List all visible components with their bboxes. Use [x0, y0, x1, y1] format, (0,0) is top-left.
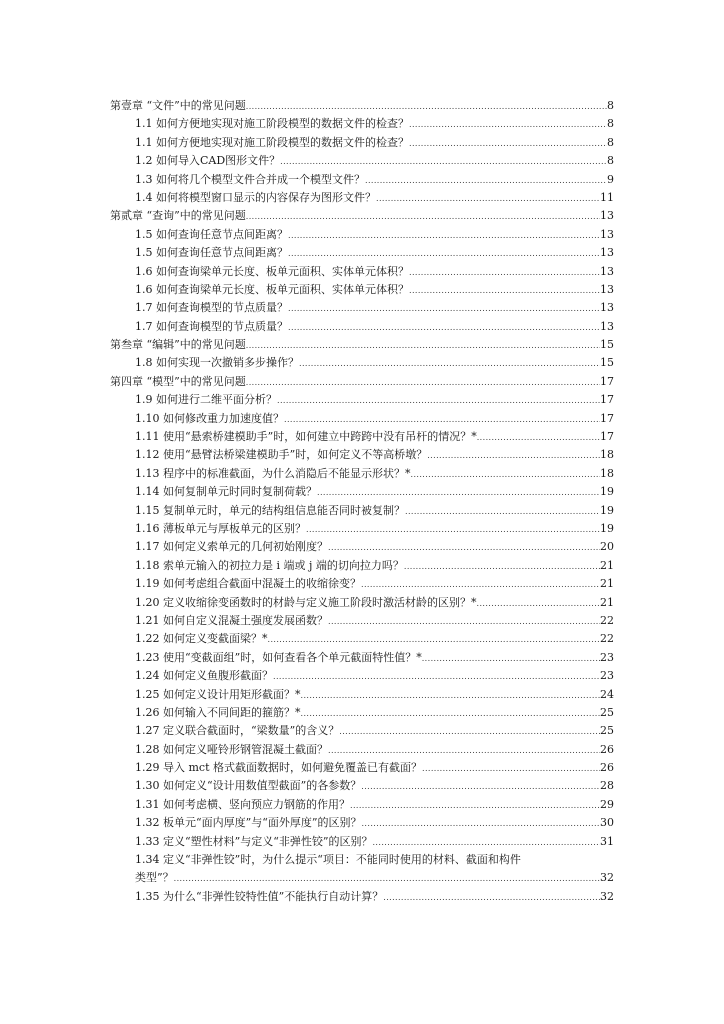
toc-entry[interactable]: [110, 667, 614, 685]
toc-page-number: 13: [600, 246, 614, 260]
toc-entry-title: 1.12 使用“悬臂法桥梁建模助手”时，如何定义不等高桥墩？: [135, 448, 428, 462]
toc-page-number: 8: [607, 154, 614, 168]
toc-page-number: 26: [600, 742, 614, 756]
toc-entry-title: 1.16 薄板单元与厚板单元的区别？: [135, 521, 306, 535]
toc-entry[interactable]: [110, 612, 614, 630]
toc-entry-title: 1.10 如何修改重力加速度值？: [135, 411, 284, 425]
toc-dot-leader: [246, 337, 600, 355]
toc-page-number: 17: [600, 374, 614, 388]
toc-page-number: 15: [600, 338, 614, 352]
toc-dot-leader: [372, 834, 600, 852]
toc-entry-title: 1.25 如何定义设计用矩形截面？*: [135, 687, 301, 701]
toc-dot-leader: [477, 595, 601, 613]
toc-page-number: 18: [600, 466, 614, 480]
toc-page-number: 29: [600, 797, 614, 811]
toc-entry-title: 1.17 如何定义索单元的几何初始刚度？: [135, 540, 328, 554]
toc-entry[interactable]: [110, 869, 614, 887]
toc-entry-title: 第叁章 “编辑”中的常见问题: [110, 338, 246, 352]
toc-entry[interactable]: [110, 759, 614, 777]
toc-entry-title: 1.6 如何查询梁单元长度、板单元面积、实体单元体积？: [135, 264, 409, 278]
toc-entry[interactable]: [110, 115, 614, 133]
toc-dot-leader: [301, 705, 601, 723]
toc-dot-leader: [405, 503, 600, 521]
toc-page-number: 24: [600, 687, 614, 701]
toc-page-number: 23: [600, 669, 614, 683]
toc-entry-title: 1.4 如何将模型窗口显示的内容保存为图形文件？: [135, 190, 376, 204]
toc-dot-leader: [277, 392, 600, 410]
toc-entry-title: 1.3 如何将几个模型文件合并成一个模型文件？: [135, 172, 365, 186]
toc-page-number: 19: [600, 503, 614, 517]
toc-entry-title: 1.7 如何查询模型的节点质量？: [135, 319, 288, 333]
toc-dot-leader: [306, 521, 600, 539]
toc-entry-title: 1.1 如何方便地实现对施工阶段模型的数据文件的检查？: [135, 135, 409, 149]
toc-entry-title: 1.23 使用“变截面组”时，如何查看各个单元截面特性值？*: [135, 650, 422, 664]
toc-entry[interactable]: [110, 391, 614, 409]
toc-dot-leader: [246, 374, 600, 392]
toc-chapter-entry[interactable]: [110, 97, 614, 115]
toc-entry-title: 1.32 板单元“面内厚度”与“面外厚度”的区别？: [135, 816, 362, 830]
toc-page-number: 26: [600, 761, 614, 775]
toc-entry[interactable]: [110, 814, 614, 832]
toc-dot-leader: [339, 723, 600, 741]
toc-page-number: 32: [600, 871, 614, 885]
toc-entry-title: 1.5 如何查询任意节点间距离？: [135, 246, 288, 260]
toc-entry[interactable]: [110, 465, 614, 483]
toc-entry-title: 1.18 索单元输入的初拉力是 i 端或 j 端的切向拉力吗？: [135, 558, 404, 572]
toc-entry-title: 1.21 如何自定义混凝土强度发展函数？: [135, 613, 328, 627]
toc-dot-leader: [288, 227, 600, 245]
toc-entry[interactable]: [110, 244, 614, 262]
toc-dot-leader: [422, 760, 600, 778]
toc-dot-leader: [328, 613, 600, 631]
toc-page-number: 13: [600, 301, 614, 315]
toc-dot-leader: [328, 742, 600, 760]
toc-entry[interactable]: [110, 520, 614, 538]
toc-page-number: 11: [600, 190, 614, 204]
toc-dot-leader: [411, 466, 601, 484]
toc-entry-title: 1.6 如何查询梁单元长度、板单元面积、实体单元体积？: [135, 282, 409, 296]
toc-entry[interactable]: [110, 189, 614, 207]
toc-entry[interactable]: [110, 299, 614, 317]
toc-dot-leader: [376, 190, 600, 208]
toc-chapter-entry[interactable]: [110, 373, 614, 391]
toc-dot-leader: [422, 650, 600, 668]
toc-page-number: 13: [600, 209, 614, 223]
toc-page-number: 15: [600, 356, 614, 370]
toc-entry[interactable]: [110, 833, 614, 851]
toc-dot-leader: [301, 687, 601, 705]
toc-entry[interactable]: [110, 888, 614, 906]
toc-dot-leader: [383, 889, 600, 907]
toc-entry[interactable]: [110, 483, 614, 501]
toc-entry[interactable]: [110, 649, 614, 667]
toc-entry[interactable]: [110, 722, 614, 740]
toc-dot-leader: [361, 815, 600, 833]
toc-dot-leader: [409, 282, 600, 300]
toc-entry[interactable]: [110, 796, 614, 814]
table-of-contents: [110, 97, 614, 906]
toc-entry-title: 1.8 如何实现一次撤销多步操作？: [135, 356, 299, 370]
toc-entry[interactable]: [110, 134, 614, 152]
toc-page-number: 21: [600, 558, 614, 572]
toc-entry[interactable]: [110, 410, 614, 428]
toc-entry-title: 1.14 如何复制单元时同时复制荷载？: [135, 485, 317, 499]
toc-entry[interactable]: [110, 354, 614, 372]
toc-entry[interactable]: [110, 171, 614, 189]
toc-dot-leader: [404, 558, 600, 576]
toc-page-number: 8: [607, 99, 614, 112]
toc-dot-leader: [409, 135, 607, 153]
toc-entry-title: 1.20 定义收缩徐变函数时的材龄与定义施工阶段时激活材龄的区别？*: [135, 595, 477, 609]
toc-entry[interactable]: [110, 741, 614, 759]
toc-entry-title: 1.31 如何考虑横、竖向预应力钢筋的作用？: [135, 797, 350, 811]
toc-dot-leader: [350, 797, 600, 815]
toc-page-number: 9: [607, 172, 614, 186]
toc-entry[interactable]: [110, 226, 614, 244]
toc-page-number: 21: [600, 577, 614, 591]
toc-entry[interactable]: [110, 575, 614, 593]
toc-page-number: 8: [607, 117, 614, 131]
toc-entry[interactable]: [110, 502, 614, 520]
toc-dot-leader: [246, 208, 600, 226]
toc-page-number: 23: [600, 650, 614, 664]
toc-entry[interactable]: [110, 630, 614, 648]
toc-page-number: 32: [600, 889, 614, 903]
toc-entry[interactable]: [110, 428, 614, 446]
toc-page-number: 13: [600, 319, 614, 333]
toc-entry-title: 1.5 如何查询任意节点间距离？: [135, 227, 288, 241]
toc-dot-leader: [409, 116, 607, 134]
toc-entry[interactable]: [110, 538, 614, 556]
toc-page-number: 8: [607, 135, 614, 149]
toc-entry-title: 第贰章 “查询”中的常见问题: [110, 209, 246, 223]
toc-dot-leader: [288, 300, 600, 318]
toc-page-number: 13: [600, 227, 614, 241]
toc-page-number: 22: [600, 632, 614, 646]
toc-entry-title: 1.35 为什么“非弹性铰特性值”不能执行自动计算？: [135, 889, 384, 903]
toc-entry-title: 1.1 如何方便地实现对施工阶段模型的数据文件的检查？: [135, 117, 409, 131]
toc-dot-leader: [288, 319, 600, 337]
toc-entry[interactable]: [110, 263, 614, 281]
toc-page-number: 25: [600, 724, 614, 738]
toc-chapter-entry[interactable]: [110, 336, 614, 354]
toc-entry[interactable]: [110, 686, 614, 704]
toc-entry-title: 第四章 “模型”中的常见问题: [110, 374, 246, 388]
toc-page-number: 13: [600, 282, 614, 296]
toc-entry-title: 1.11 使用“悬索桥建模助手”时，如何建立中跨跨中没有吊杆的情况？*: [135, 430, 477, 444]
toc-page-number: 19: [600, 485, 614, 499]
toc-page-number: 22: [600, 613, 614, 627]
toc-entry-title: 1.22 如何定义变截面梁？*: [135, 632, 268, 646]
toc-dot-leader: [361, 778, 600, 796]
toc-page-number: 17: [600, 411, 614, 425]
toc-entry[interactable]: [110, 281, 614, 299]
toc-entry-title: 类型”？: [135, 871, 174, 885]
toc-dot-leader: [284, 411, 600, 429]
toc-page-number: 28: [600, 779, 614, 793]
toc-entry-title: 第壹章 “文件”中的常见问题: [110, 99, 246, 112]
toc-dot-leader: [317, 484, 600, 502]
toc-dot-leader: [268, 631, 601, 649]
toc-dot-leader: [246, 98, 607, 116]
toc-entry-title: 1.24 如何定义鱼腹形截面？: [135, 669, 273, 683]
toc-page-number: 30: [600, 816, 614, 830]
toc-dot-leader: [361, 576, 600, 594]
toc-entry-title-line: 1.34 定义“非弹性铰”时，为什么提示“项目：不能同时使用的材料、截面和构件: [135, 853, 521, 867]
toc-entry-title: 1.27 定义联合截面时，“梁数量”的含义？: [135, 724, 340, 738]
toc-entry-title: 1.2 如何导入CAD图形文件？: [135, 154, 281, 168]
toc-dot-leader: [280, 153, 607, 171]
toc-entry-title: 1.29 导入 mct 格式截面数据时，如何避免覆盖已有截面？: [135, 761, 422, 775]
toc-page-number: 20: [600, 540, 614, 554]
toc-entry-title: 1.28 如何定义哑铃形钢管混凝土截面？: [135, 742, 328, 756]
toc-dot-leader: [328, 539, 600, 557]
toc-entry-title: 1.7 如何查询模型的节点质量？: [135, 301, 288, 315]
toc-dot-leader: [477, 429, 600, 447]
toc-dot-leader: [299, 355, 600, 373]
toc-entry-title: 1.30 如何定义“设计用数值型截面”的各参数？: [135, 779, 362, 793]
toc-dot-leader: [174, 870, 600, 888]
toc-entry-title: 1.33 定义“塑性材料”与定义“非弹性铰”的区别？: [135, 834, 373, 848]
toc-page-number: 17: [600, 393, 614, 407]
toc-entry-title: 1.9 如何进行二维平面分析？: [135, 393, 277, 407]
toc-page-number: 18: [600, 448, 614, 462]
toc-page-number: 31: [600, 834, 614, 848]
toc-entry[interactable]: [110, 318, 614, 336]
toc-entry-title: 1.13 程序中的标准截面，为什么消隐后不能显示形状？*: [135, 466, 411, 480]
toc-chapter-entry[interactable]: [110, 207, 614, 225]
toc-dot-leader: [427, 447, 600, 465]
toc-page-number: 19: [600, 521, 614, 535]
toc-entry[interactable]: [110, 446, 614, 464]
toc-dot-leader: [288, 245, 600, 263]
toc-entry[interactable]: [110, 152, 614, 170]
toc-entry[interactable]: [110, 557, 614, 575]
toc-page-number: 25: [600, 705, 614, 719]
toc-entry[interactable]: [110, 704, 614, 722]
toc-dot-leader: [409, 264, 600, 282]
toc-page-number: 21: [600, 595, 614, 609]
toc-entry[interactable]: [110, 594, 614, 612]
toc-entry[interactable]: [110, 777, 614, 795]
toc-entry-title: 1.19 如何考虑组合截面中混凝土的收缩徐变？: [135, 577, 361, 591]
toc-entry-title: 1.26 如何输入不同间距的箍筋？*: [135, 705, 301, 719]
toc-dot-leader: [273, 668, 600, 686]
toc-page-number: 17: [600, 430, 614, 444]
toc-dot-leader: [365, 172, 607, 190]
toc-page-number: 13: [600, 264, 614, 278]
toc-entry-title: 1.15 复制单元时，单元的结构组信息能否同时被复制？: [135, 503, 405, 517]
